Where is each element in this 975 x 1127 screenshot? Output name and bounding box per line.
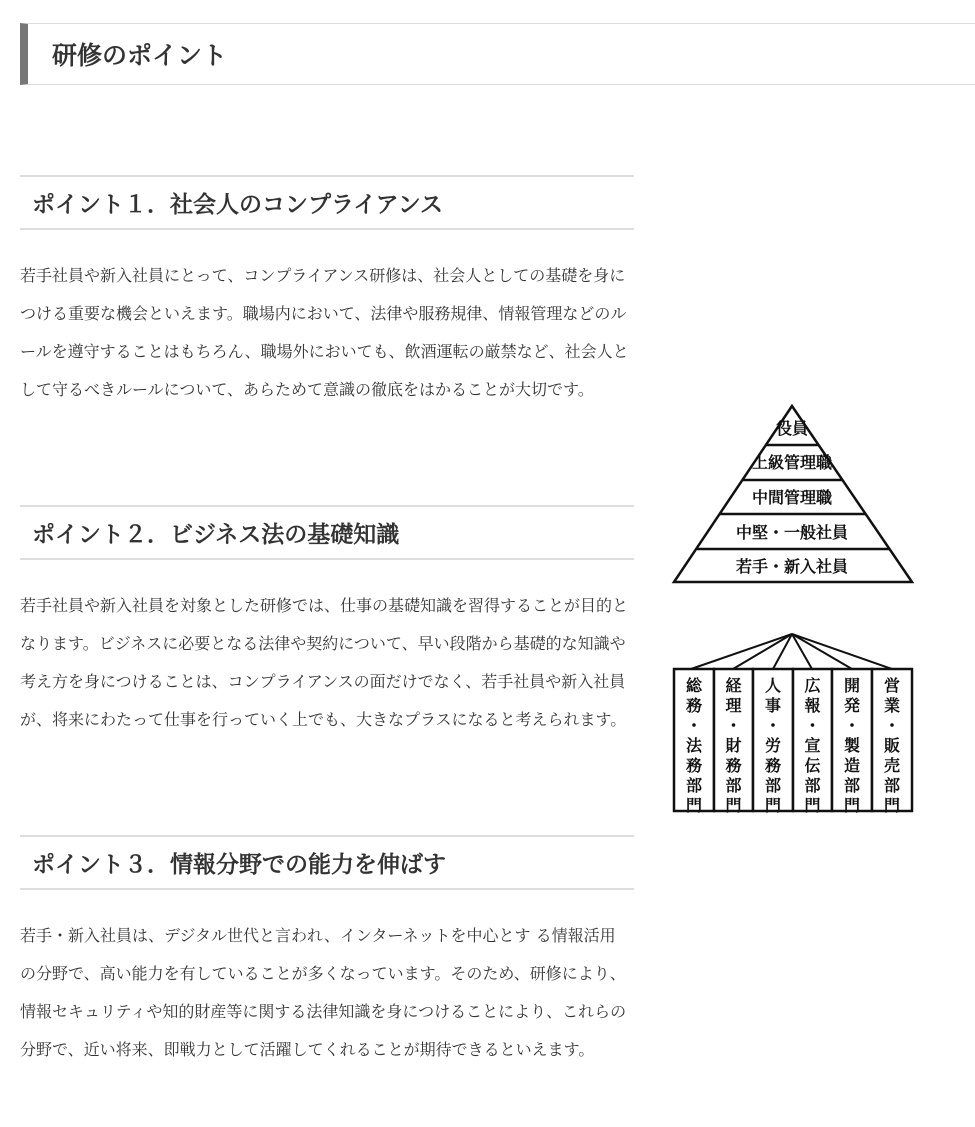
section-heading-compliance: ポイント１．社会人のコンプライアンス [20, 175, 634, 230]
section-heading-information: ポイント３．情報分野での能力を伸ばす [20, 835, 634, 890]
section-body-business-law: 若手社員や新入社員を対象とした研修では、仕事の基礎知識を習得することが目的となります。ビジネスに必要となる法律や契約について、早い段階から基礎的な知識や考え方を身につけることは、コンプライアンスの面だけでなく、若手社員や新入社員が、将来にわたって仕事を行っていく上でも、大きなプラスになると考えられます。 [20, 596, 629, 729]
department-accounting-finance: 経理・財務部門 [725, 676, 742, 815]
department-connectors [691, 634, 892, 669]
organization-diagram [670, 398, 920, 822]
section-heading-business-law: ポイント２．ビジネス法の基礎知識 [20, 505, 634, 560]
pyramid-level-new-employee: 若手・新入社員 [735, 557, 849, 576]
department-hr-labor: 人事・労務部門 [764, 676, 782, 815]
pyramid-level-general-staff: 中堅・一般社員 [735, 523, 849, 542]
section-body-information: 若手・新入社員は、デジタル世代と言われ、インターネットを中心とす る情報活用の分野で、高い能力を有していることが多くなっています。そのため、研修により、情報セキュリティや知的財産等に関する法律知識を身につけることにより、これらの分野で、近い将来、即戦力として活躍してくれることが期待できるといえます。 [20, 926, 627, 1059]
section-body-compliance: 若手社員や新入社員にとって、コンプライアンス研修は、社会人としての基礎を身につける重要な機会といえます。職場内において、法律や服務規律、情報管理などのルールを遵守することはもちろん、職場外においても、飲酒運転の厳禁など、社会人として守るべきルールについて、あらためて意識の徹底をはかることが大切です。 [20, 266, 629, 399]
department-sales: 営業・販売部門 [883, 676, 901, 815]
pyramid-level-middle-manager: 中間管理職 [751, 488, 833, 507]
page-title: 研修のポイント [20, 23, 975, 85]
department-boxes [674, 669, 912, 811]
pyramid-level-executive: 役員 [775, 419, 809, 438]
pyramid-level-senior-manager: 上級管理職 [751, 453, 833, 472]
department-general-legal: 総務・法務部門 [685, 676, 703, 815]
department-pr-advertising: 広報・宣伝部門 [804, 676, 821, 815]
department-development-manufacturing: 開発・製造部門 [843, 676, 861, 815]
organization-diagram-svg [670, 398, 920, 818]
